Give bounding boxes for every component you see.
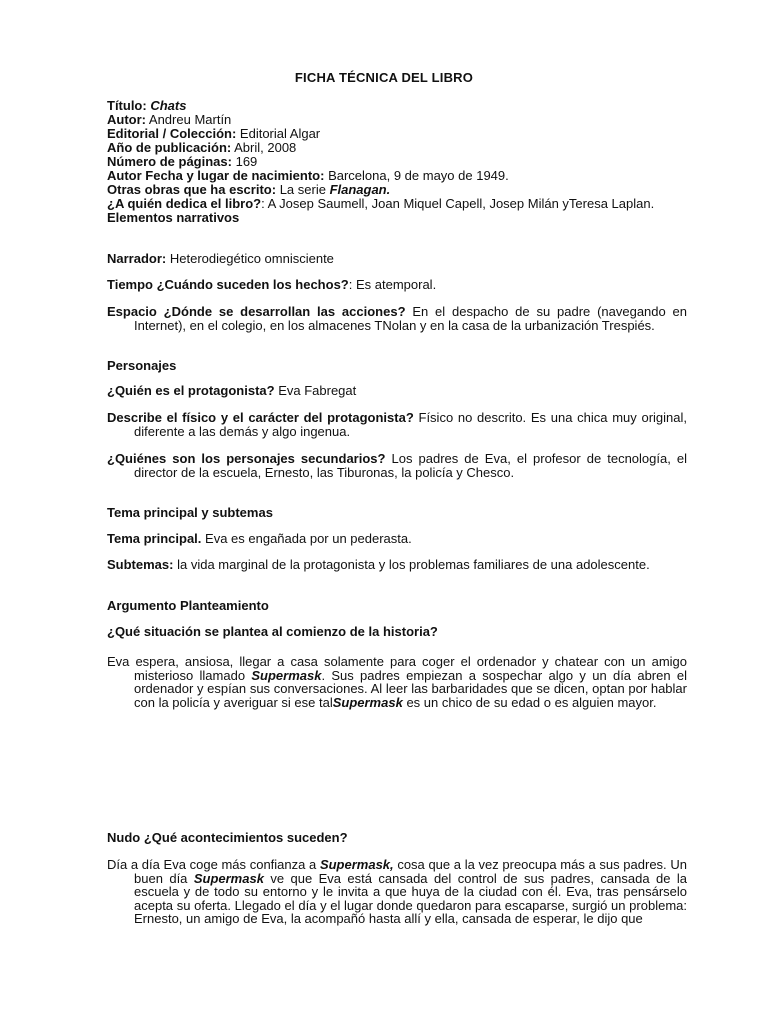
paragraph-describe [107,411,687,438]
paragraph-text: Eva espera, ansiosa, llegar a casa solamente para coger el ordenador y chatear con un amigo misterioso llamado [107,654,687,683]
paragraph-text: es un chico de su edad o es alguien mayor. [406,694,657,710]
field-label: ¿Quién es el protagonista? [107,383,275,398]
section-heading-situacion [107,625,660,639]
section-heading-elementos [107,211,660,225]
section-heading-tema [107,506,660,520]
paragraph-narrador [107,252,660,266]
field-dedica [107,197,660,211]
paragraph-tiempo [107,278,660,292]
field-label: Tiempo ¿Cuándo suceden los hechos? [107,277,349,292]
character-name: Supermask [332,694,403,710]
field-label: Editorial / Colección: [107,126,237,141]
field-label: Describe el físico y el carácter del protagonista? [107,410,414,425]
field-anio [107,141,660,155]
field-value: Físico no descrito. Es una chica muy original, diferente a las demás y algo ingenua. [134,410,687,439]
field-editorial [107,127,660,141]
heading-text: Elementos narrativos [107,210,240,225]
field-value: Eva es engañada por un pederasta. [205,531,412,546]
character-name: Supermask [251,667,322,683]
book-title-value: Chats [150,98,187,113]
field-value-emphasis: Flanagan. [329,182,391,197]
field-value: Barcelona, 9 de mayo de 1949. [328,168,509,183]
paragraph-text: ve que Eva está cansada del control de sus padres, cansada de la escuela y de todo su entorno y le invita a que huya de la ciudad con él. Eva, tras pensárselo acepta su oferta. Llegado el día y el lugar donde quedaron para escaparse, surgió un problema: Ernesto, un amigo de Eva, la acompañó hasta allí y ella, cansada de esperar, le dijo que [134,870,687,926]
field-label: Espacio ¿Dónde se desarrollan las acciones? [107,304,406,319]
field-label: ¿Quiénes son los personajes secundarios? [107,451,386,466]
section-heading-argumento [107,599,660,613]
paragraph-nudo [107,858,687,926]
field-value: La serie [279,182,326,197]
field-label: Subtemas: [107,557,174,572]
heading-text: Nudo ¿Qué acontecimientos suceden? [107,830,348,845]
field-value: 169 [235,154,258,169]
field-value: Eva Fabregat [278,383,357,398]
page-title: FICHA TÉCNICA DEL LIBRO [294,70,474,85]
field-value: Los padres de Eva, el profesor de tecnología, el director de la escuela, Ernesto, las Tiburonas, la policía y Chesco. [134,451,687,480]
field-value: Andreu Martín [148,112,232,127]
field-label: Narrador: [107,251,167,266]
paragraph-text: . Sus padres empiezan a sospechar algo y un día abren el ordenador y espían sus conversaciones. Al leer las barbaridades que se dicen, optan por hablar con la policía y averiguar si ese tal [134,667,687,710]
paragraph-secundarios [107,452,687,479]
field-label: Autor Fecha y lugar de nacimiento: [107,168,325,183]
field-value: En el despacho de su padre (navegando en Internet), en el colegio, en los almacenes TNolan y en la casa de la urbanización Trespiés. [134,304,688,333]
field-label: Tema principal. [107,531,202,546]
field-obras [107,183,660,197]
field-label: Otras obras que ha escrito: [107,182,277,197]
field-value: : A Josep Saumell, Joan Miquel Capell, Josep Milán yTeresa Laplan. [261,196,655,211]
field-value: Heterodiegético omnisciente [169,251,334,266]
heading-text: ¿Qué situación se plantea al comienzo de la historia? [107,624,438,639]
paragraph-protagonista [107,384,660,398]
field-label: Año de publicación: [107,140,232,155]
field-label: ¿A quién dedica el libro? [107,196,262,211]
paragraph-espacio [107,305,687,332]
section-heading-personajes [107,359,660,373]
paragraph-planteamiento [107,655,687,709]
field-titulo [107,99,660,113]
field-label: Autor: [107,112,146,127]
field-value: : Es atemporal. [348,277,437,292]
field-autor [107,113,660,127]
field-value: la vida marginal de la protagonista y los problemas familiares de una adolescente. [177,557,650,572]
character-name: Supermask, [319,857,394,872]
heading-text: Tema principal y subtemas [107,505,273,520]
field-list [107,99,660,225]
heading-text: Argumento Planteamiento [107,598,269,613]
character-name: Supermask [193,870,264,886]
paragraph-tema [107,532,660,546]
field-paginas [107,155,660,169]
field-label: Número de páginas: [107,154,232,169]
field-value: Editorial Algar [239,126,321,141]
section-heading-nudo [107,831,660,845]
paragraph-text: Día a día Eva coge más confianza a [107,857,317,872]
paragraph-text: cosa que a la vez preocupa más a sus padres. Un buen día [134,857,687,886]
field-value: Abril, 2008 [234,140,297,155]
heading-text: Personajes [107,358,177,373]
field-label: Título: [107,98,147,113]
paragraph-subtemas [107,558,687,572]
field-nacimiento [107,169,660,183]
